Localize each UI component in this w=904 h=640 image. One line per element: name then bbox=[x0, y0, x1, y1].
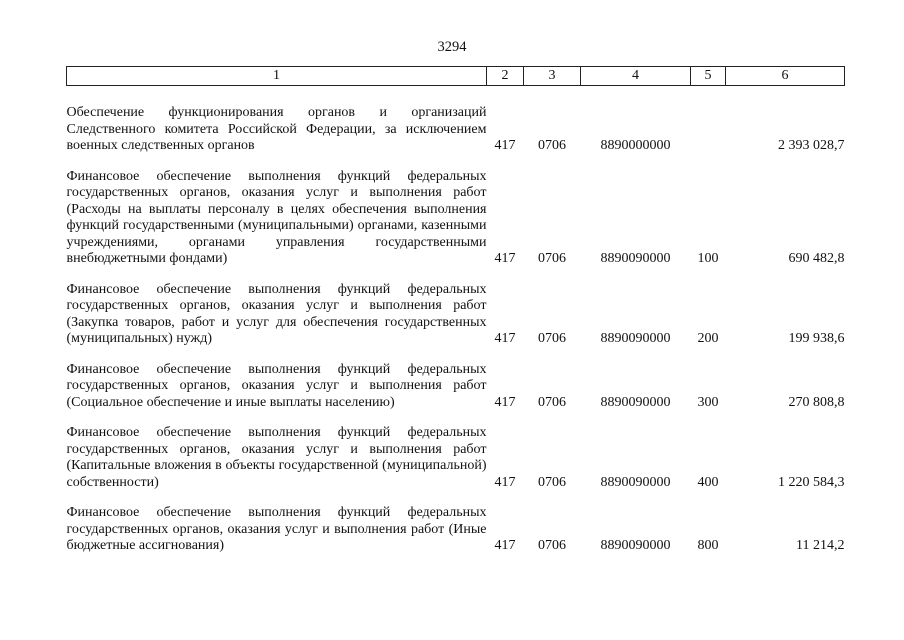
row-description: Обеспечение функционирования органов и организаций Следственного комитета Российской Федерации, за исключением военных следственных органов bbox=[66, 105, 487, 153]
table-row bbox=[67, 282, 845, 348]
row-expense-type-code: 800 bbox=[697, 538, 719, 553]
column-header-5: 5 bbox=[691, 67, 726, 86]
row-target-code: 8890090000 bbox=[600, 538, 671, 553]
row-description: Финансовое обеспечение выполнения функций федеральных государственных органов, оказания услуг и выполнения работ (Расходы на выплаты персоналу в целях обеспечения выполнения функций государственными (муниципальными) органами, казенными учреждениями, органами управления государственными внебюджетными фондами) bbox=[66, 168, 487, 266]
column-header-4: 4 bbox=[581, 67, 691, 86]
column-header-row bbox=[67, 67, 845, 86]
row-amount: 270 808,8 bbox=[788, 394, 845, 410]
gap-row bbox=[67, 268, 845, 282]
row-amount: 11 214,2 bbox=[796, 538, 845, 553]
gap-row bbox=[67, 411, 845, 425]
page-number: 3294 bbox=[437, 39, 467, 55]
row-ministry-code: 417 bbox=[494, 138, 516, 153]
row-amount: 199 938,6 bbox=[788, 331, 845, 346]
row-expense-type-code: 200 bbox=[697, 331, 719, 346]
gap-row bbox=[67, 491, 845, 505]
row-target-code: 8890090000 bbox=[600, 331, 671, 346]
row-expense-type-code: 100 bbox=[697, 251, 719, 266]
gap-row bbox=[67, 348, 845, 362]
row-ministry-code: 417 bbox=[494, 394, 516, 410]
row-description: Финансовое обеспечение выполнения функций федеральных государственных органов, оказания услуг и выполнения работ (Капитальные вложения в объекты государственной (муниципальной) собственности) bbox=[66, 425, 487, 490]
row-section-code: 0706 bbox=[538, 331, 566, 346]
row-expense-type-code: 300 bbox=[697, 394, 719, 410]
column-header-3: 3 bbox=[524, 67, 581, 86]
table-row bbox=[67, 362, 845, 412]
row-description: Финансовое обеспечение выполнения функций федеральных государственных органов, оказания услуг и выполнения работ (Социальное обеспечение и иные выплаты населению) bbox=[66, 361, 487, 410]
table-row bbox=[67, 505, 845, 555]
budget-table bbox=[66, 66, 845, 555]
table-row bbox=[67, 425, 845, 491]
row-section-code: 0706 bbox=[538, 251, 566, 266]
row-target-code: 8890090000 bbox=[600, 251, 671, 266]
row-section-code: 0706 bbox=[538, 138, 566, 153]
row-section-code: 0706 bbox=[538, 538, 566, 553]
column-header-6: 6 bbox=[726, 67, 845, 86]
row-expense-type-code: 400 bbox=[697, 474, 719, 490]
column-header-1: 1 bbox=[67, 67, 487, 86]
row-section-code: 0706 bbox=[538, 394, 566, 410]
row-amount: 1 220 584,3 bbox=[778, 474, 845, 490]
table-row bbox=[67, 169, 845, 268]
row-ministry-code: 417 bbox=[494, 331, 516, 346]
row-target-code: 8890000000 bbox=[600, 138, 671, 153]
row-ministry-code: 417 bbox=[494, 538, 516, 553]
row-ministry-code: 417 bbox=[494, 474, 516, 490]
table-row bbox=[67, 105, 845, 155]
gap-row bbox=[67, 155, 845, 169]
row-description: Финансовое обеспечение выполнения функций федеральных государственных органов, оказания услуг и выполнения работ (Иные бюджетные ассигнования) bbox=[66, 505, 487, 553]
row-target-code: 8890090000 bbox=[600, 474, 671, 490]
row-amount: 690 482,8 bbox=[788, 251, 845, 266]
row-amount: 2 393 028,7 bbox=[778, 138, 845, 153]
row-section-code: 0706 bbox=[538, 474, 566, 490]
row-expense-type-code bbox=[691, 105, 726, 155]
spacer-row bbox=[67, 86, 845, 106]
row-ministry-code: 417 bbox=[494, 251, 516, 266]
row-target-code: 8890090000 bbox=[600, 394, 671, 410]
column-header-2: 2 bbox=[487, 67, 524, 86]
row-description: Финансовое обеспечение выполнения функций федеральных государственных органов, оказания услуг и выполнения работ (Закупка товаров, работ и услуг для обеспечения государственных (муниципальных) нужд) bbox=[66, 281, 487, 346]
